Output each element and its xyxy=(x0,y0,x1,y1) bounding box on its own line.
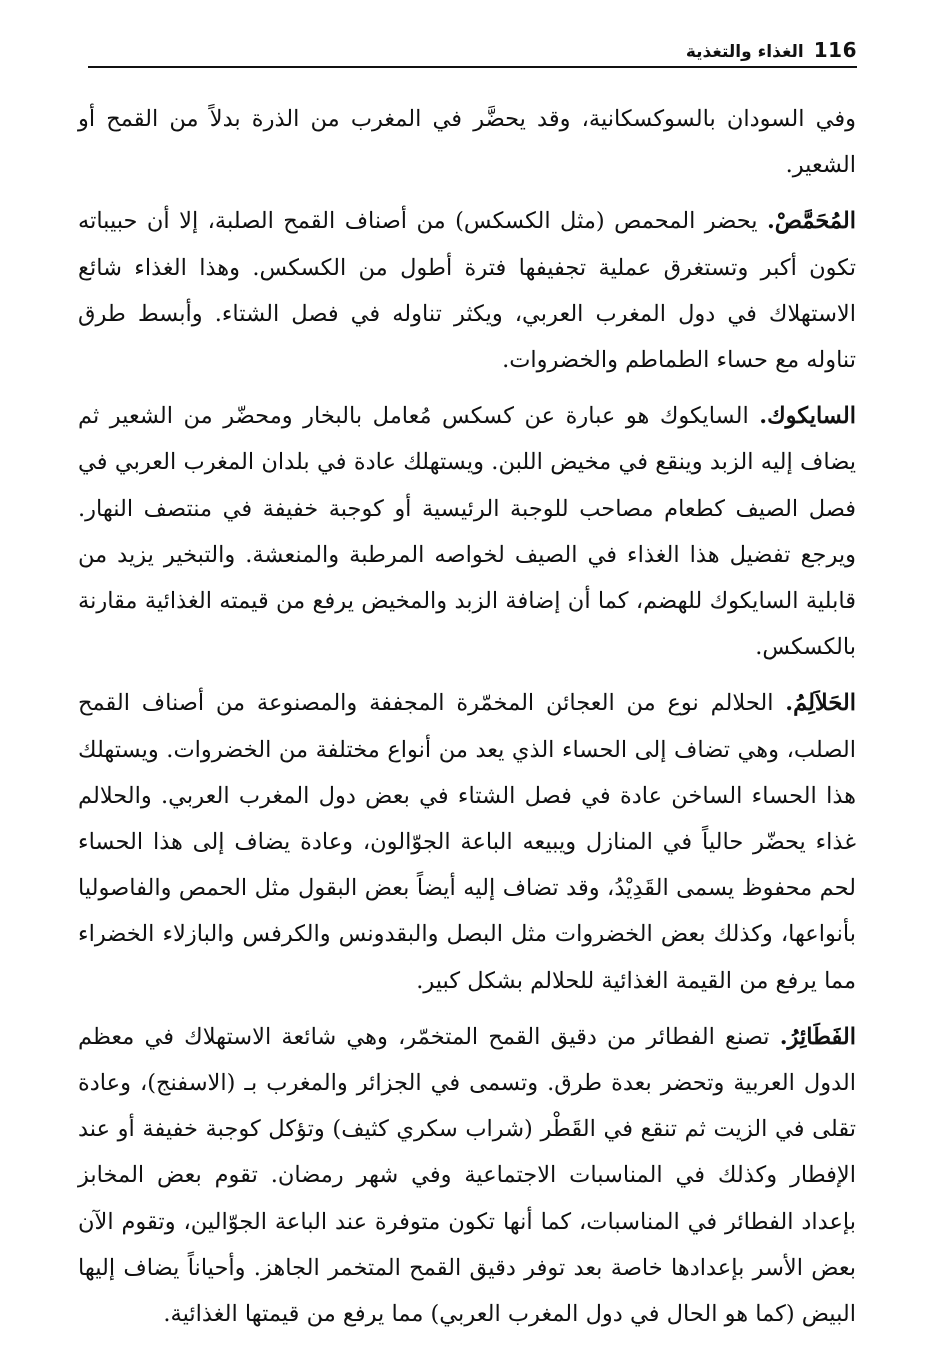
paragraph-halalim xyxy=(78,680,856,1003)
paragraph-saykouk xyxy=(78,393,856,670)
paragraph-text: تصنع الفطائر من دقيق القمح المتخمّر، وهي شائعة الاستهلاك في معظم الدول العربية وتحضر بعدة طرق. وتسمى في الجزائر والمغرب بـ (الاسفنج)، وعادة تقلى في الزيت ثم تنقع في القَطْر (شراب سكري كثيف) وتؤكل كوجبة خفيفة أو عند الإفطار وكذلك في المناسبات الاجتماعية وفي شهر رمضان. تقوم بعض المخابز بإعداد الفطائر في المناسبات، كما أنها تكون متوفرة عند الباعة الجوّالين، وتقوم الآن بعض الأسر بإعدادها خاصة بعد توفر دقيق القمح المتخمر الجاهز. وأحياناً يضاف إليها البيض (كما هو الحال في دول المغرب العربي) مما يرفع من قيمتها الغذائية. xyxy=(78,1023,856,1328)
page-header xyxy=(88,38,857,68)
page-number: 116 xyxy=(813,38,857,62)
body-text xyxy=(78,96,856,1347)
running-title: الغذاء والتغذية xyxy=(685,42,804,62)
paragraph-sorghum-continuation xyxy=(78,96,856,188)
paragraph-fatayer xyxy=(78,1014,856,1337)
paragraph-text: وفي السودان بالسوكسكانية، وقد يحضَّر في المغرب من الذرة بدلاً من القمح أو الشعير. xyxy=(78,106,856,179)
paragraph-text: الحلالم نوع من العجائن المخمّرة المجففة والمصنوعة من أصناف القمح الصلب، وهي تضاف إلى الحساء الذي يعد من أنواع مختلفة من الخضروات. ويستهلك هذا الحساء الساخن عادة في فصل الشتاء في بعض دول المغرب العربي. والحلالم غذاء يحضّر حالياً في المنازل ويبيعه الباعة الجوّالون، وعادة يضاف إلى هذا الحساء لحم محفوظ يسمى القَدِيْدُ، وقد تضاف إليه أيضاً بعض البقول مثل الحمص والفاصوليا بأنواعها، وكذلك بعض الخضروات مثل البصل والبقدونس والكرفس والبازلاء الخضراء مما يرفع من القيمة الغذائية للحلالم بشكل كبير. xyxy=(78,690,856,994)
term-heading: الفَطَائِرُ. xyxy=(779,1023,856,1050)
paragraph-text: يحضر المحمص (مثل الكسكس) من أصناف القمح الصلبة، إلا أن حبيباته تكون أكبر وتستغرق عملية تجفيفها فترة أطول من الكسكس. وهذا الغذاء شائع الاستهلاك في دول المغرب العربي، ويكثر تناوله في فصل الشتاء. وأبسط طرق تناوله مع حساء الطماطم والخضروات. xyxy=(78,208,856,374)
term-heading: المُحَمَّصْ. xyxy=(766,208,856,235)
paragraph-text: السايكوك هو عبارة عن كسكس مُعامل بالبخار ومحضّر من الشعير ثم يضاف إليه الزبد وينقع في مخيض اللبن. ويستهلك عادة في بلدان المغرب العربي في فصل الصيف كطعام مصاحب للوجبة الرئيسية أو كوجبة خفيفة في منتصف النهار. ويرجع تفضيل هذا الغذاء في الصيف لخواصه المرطبة والمنعشة. والتبخير يزيد من قابلية السايكوك للهضم، كما أن إضافة الزبد والمخيض يرفع من قيمته الغذائية مقارنة بالكسكس. xyxy=(78,403,856,661)
term-heading: الحَلاَلِمُ. xyxy=(785,690,856,717)
paragraph-muhammas xyxy=(78,198,856,383)
term-heading: السايكوك. xyxy=(759,403,856,430)
